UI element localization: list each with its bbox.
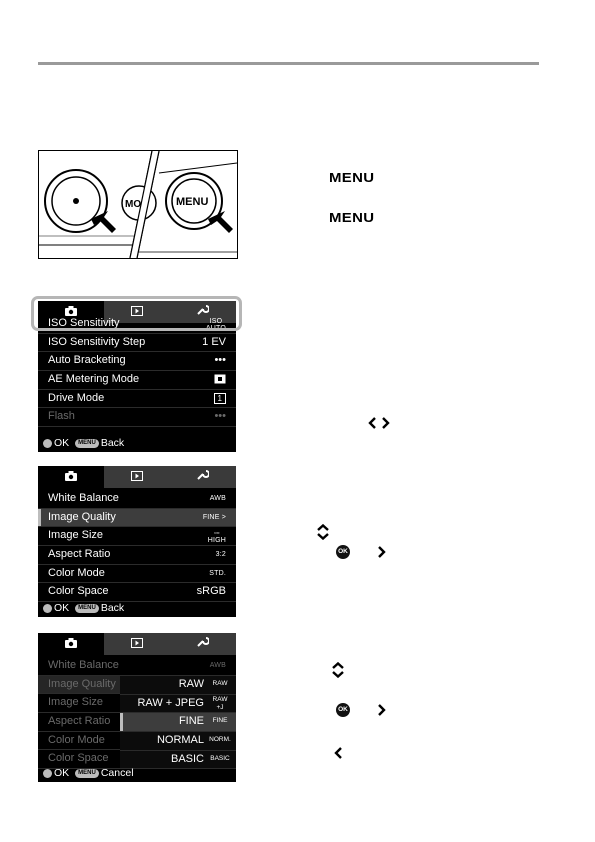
menu-button-glyph: MENU: [329, 210, 375, 225]
ok-dot-icon: [43, 439, 52, 448]
menu-row[interactable]: White Balance AWB: [38, 490, 236, 509]
ok-button-icon: OK: [336, 703, 350, 717]
menu-tabs: [38, 466, 236, 488]
screen-footer: OK MENU Back: [38, 600, 236, 617]
tab-shooting[interactable]: [38, 633, 104, 655]
playback-icon: [131, 635, 143, 653]
menu-row[interactable]: Drive Mode 1: [38, 390, 236, 409]
ok-dot-icon: [43, 769, 52, 778]
menu-row[interactable]: Color Mode STD.: [38, 565, 236, 584]
right-arrow-icon: [377, 703, 387, 722]
screen-footer: OK MENU Cancel: [38, 765, 236, 782]
menu-row: Color Space: [38, 750, 236, 769]
camera-icon: [65, 468, 77, 486]
menu-row: Aspect Ratio: [38, 713, 236, 732]
metering-icon: [214, 371, 226, 389]
mode-button-label: MO: [125, 199, 142, 210]
right-arrow-icon: [377, 545, 387, 564]
up-down-arrows-icon: [331, 662, 345, 683]
menu-row[interactable]: Image Size ▫▫ HIGH: [38, 527, 236, 546]
camera-buttons-illustration: [38, 150, 238, 259]
svg-text:MENU: MENU: [176, 196, 209, 208]
menu-button-glyph: MENU: [329, 170, 375, 185]
menu-row[interactable]: ISO Sensitivity ISO AUTO: [38, 315, 236, 334]
tab-playback[interactable]: [104, 466, 170, 488]
wrench-icon: [197, 468, 209, 486]
tab-highlight-frame: [31, 296, 242, 331]
ok-dot-icon: [43, 604, 52, 613]
tab-playback[interactable]: [104, 633, 170, 655]
up-down-arrows-icon: [316, 524, 330, 545]
section-rule: [38, 62, 539, 65]
menu-screen-quality-options: [38, 633, 236, 782]
menu-screen-image-quality: [38, 466, 236, 617]
menu-row: White Balance AWB: [38, 657, 236, 676]
menu-row[interactable]: AE Metering Mode: [38, 371, 236, 390]
option-basic[interactable]: BASIC BASIC: [120, 751, 236, 770]
option-fine[interactable]: FINE FINE: [120, 713, 236, 732]
wrench-icon: [197, 635, 209, 653]
option-raw-jpeg[interactable]: RAW + JPEG RAW +J: [120, 695, 236, 714]
option-raw[interactable]: RAW RAW: [120, 676, 236, 695]
menu-row-selected[interactable]: Image Quality FINE >: [38, 509, 236, 528]
tab-setup[interactable]: [170, 633, 236, 655]
menu-row[interactable]: ISO Sensitivity Step 1 EV: [38, 334, 236, 353]
tab-shooting[interactable]: [38, 466, 104, 488]
screen-footer: OK MENU Back: [38, 435, 236, 452]
menu-row: Image Quality: [38, 676, 236, 695]
menu-row: Flash •••: [38, 408, 236, 427]
quality-options-popup: [120, 676, 236, 769]
menu-row[interactable]: Aspect Ratio 3:2: [38, 546, 236, 565]
camera-icon: [65, 635, 77, 653]
ok-button-icon: OK: [336, 545, 350, 559]
menu-row[interactable]: Auto Bracketing •••: [38, 352, 236, 371]
left-arrow-icon: [333, 746, 343, 765]
menu-row: Image Size: [38, 694, 236, 713]
option-normal[interactable]: NORMAL NORM.: [120, 732, 236, 751]
left-right-arrows-icon: [368, 416, 390, 435]
playback-icon: [131, 468, 143, 486]
tab-setup[interactable]: [170, 466, 236, 488]
menu-row: Color Mode: [38, 732, 236, 751]
menu-row[interactable]: Color Space sRGB: [38, 583, 236, 602]
menu-tabs: [38, 633, 236, 655]
